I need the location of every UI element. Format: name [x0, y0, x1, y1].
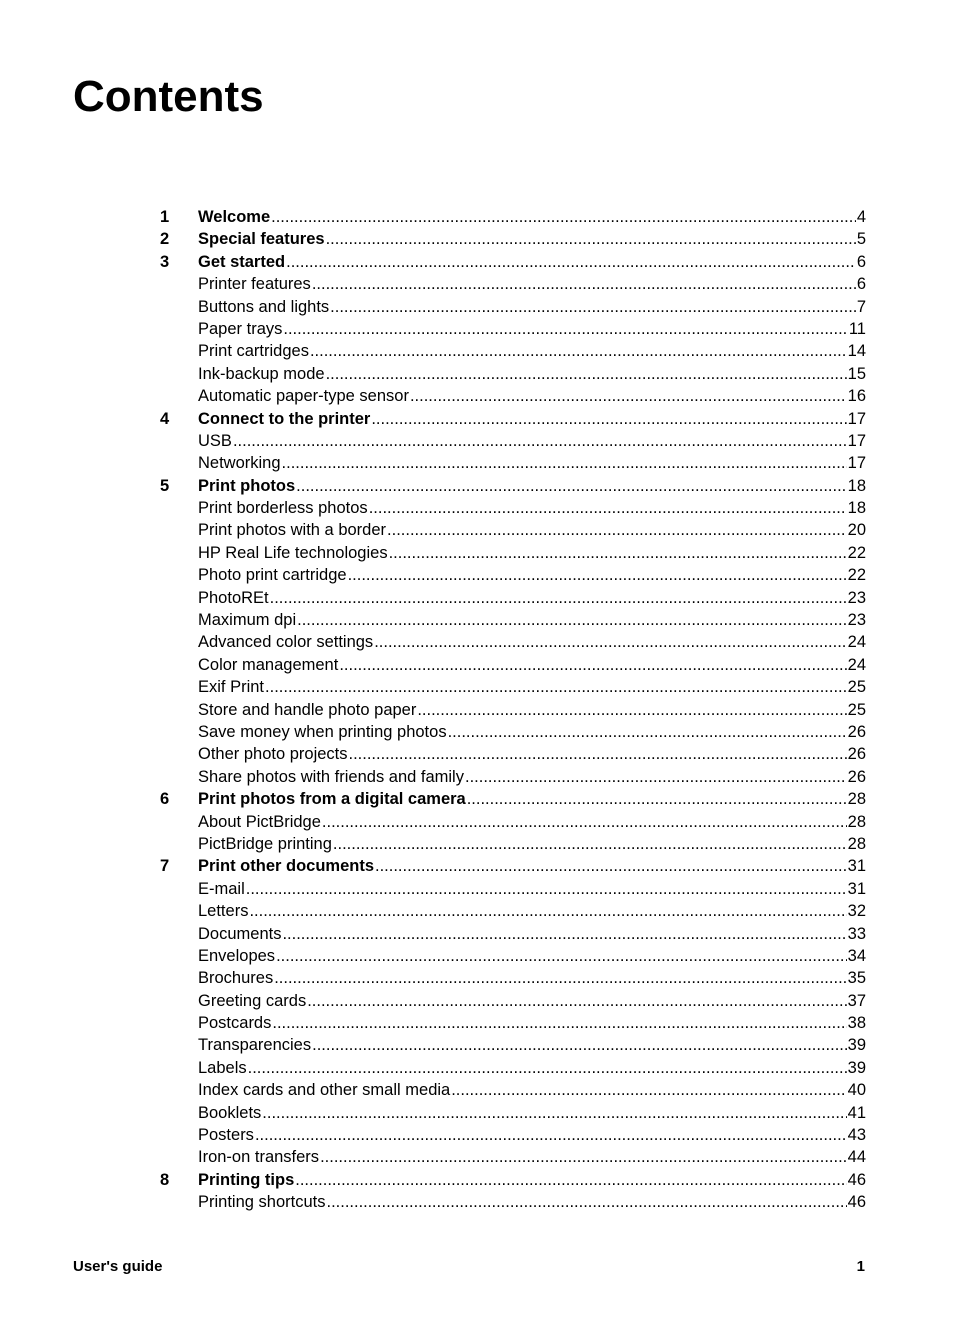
toc-page-number[interactable]: 16: [847, 387, 866, 406]
toc-entry-label[interactable]: Connect to the printer: [198, 409, 371, 428]
toc-section-row[interactable]: [160, 990, 866, 1012]
toc-page-number[interactable]: 18: [847, 499, 866, 518]
toc-page-number[interactable]: 22: [847, 543, 866, 562]
toc-dot-leader: [330, 296, 856, 318]
toc-dot-leader: [387, 519, 847, 541]
toc-page-number[interactable]: 17: [847, 409, 866, 428]
toc-entry-label[interactable]: Print photos: [198, 476, 296, 495]
toc-section-row[interactable]: [160, 363, 866, 385]
toc-dot-leader: [451, 1079, 846, 1101]
toc-chapter-row[interactable]: [160, 1169, 866, 1191]
toc-section-row[interactable]: [160, 1124, 866, 1146]
toc-entry-label[interactable]: E-mail: [198, 879, 245, 898]
toc-entry-label[interactable]: Share photos with friends and family: [198, 767, 464, 786]
toc-entry-label[interactable]: Advanced color settings: [198, 633, 374, 652]
toc-dot-leader: [326, 1191, 846, 1213]
toc-dot-leader: [295, 1169, 846, 1191]
toc-entry-label[interactable]: Documents: [198, 924, 282, 943]
toc-entry-label[interactable]: Print borderless photos: [198, 499, 368, 518]
toc-dot-leader: [286, 251, 856, 273]
toc-entry-label[interactable]: Special features: [198, 230, 325, 249]
toc-dot-leader: [248, 1057, 847, 1079]
toc-page-number[interactable]: 23: [847, 588, 866, 607]
toc-page-number[interactable]: 35: [847, 969, 866, 988]
toc-chapter-row[interactable]: [160, 228, 866, 250]
toc-page-number[interactable]: 11: [848, 319, 866, 338]
toc-dot-leader: [339, 654, 846, 676]
toc-page-number[interactable]: 20: [847, 521, 866, 540]
toc-dot-leader: [448, 721, 847, 743]
toc-dot-leader: [297, 609, 847, 631]
toc-entry-label[interactable]: HP Real Life technologies: [198, 543, 388, 562]
toc-entry-label[interactable]: Get started: [198, 252, 286, 271]
toc-chapter-number: 7: [160, 857, 170, 876]
toc-entry-label[interactable]: Exif Print: [198, 678, 265, 697]
toc-dot-leader: [369, 497, 847, 519]
toc-dot-leader: [282, 452, 847, 474]
toc-dot-leader: [274, 967, 846, 989]
toc-dot-leader: [246, 878, 847, 900]
toc-chapter-row[interactable]: [160, 855, 866, 877]
toc-dot-leader: [312, 273, 856, 295]
toc-dot-leader: [371, 408, 846, 430]
toc-section-row[interactable]: [160, 385, 866, 407]
toc-entry-label[interactable]: Labels: [198, 1058, 247, 1077]
toc-dot-leader: [465, 766, 847, 788]
toc-dot-leader: [349, 743, 847, 765]
toc-entry-label[interactable]: Printing tips: [198, 1170, 295, 1189]
toc-dot-leader: [322, 811, 847, 833]
toc-dot-leader: [374, 631, 846, 653]
toc-chapter-number: 8: [160, 1170, 170, 1189]
toc-page-number[interactable]: 39: [847, 1036, 866, 1055]
toc-page-number[interactable]: 31: [847, 879, 866, 898]
toc-page-number[interactable]: 37: [847, 991, 866, 1010]
toc-page-number[interactable]: 22: [847, 566, 866, 585]
toc-chapter-row[interactable]: [160, 206, 866, 228]
toc-page-number[interactable]: 5: [856, 230, 866, 249]
toc-page-number[interactable]: 39: [847, 1058, 866, 1077]
toc-dot-leader: [467, 788, 847, 810]
toc-entry-label[interactable]: Letters: [198, 902, 249, 921]
toc-entry-label[interactable]: Photo print cartridge: [198, 566, 347, 585]
toc-section-row[interactable]: [160, 811, 866, 833]
toc-entry-label[interactable]: Posters: [198, 1126, 254, 1145]
toc-section-row[interactable]: [160, 833, 866, 855]
toc-page-number[interactable]: 15: [847, 364, 866, 383]
toc-page-number[interactable]: 23: [847, 611, 866, 630]
toc-entry-label[interactable]: Print other documents: [198, 857, 375, 876]
toc-entry-label[interactable]: Print photos with a border: [198, 521, 387, 540]
toc-chapter-row[interactable]: [160, 788, 866, 810]
toc-dot-leader: [270, 587, 847, 609]
toc-section-row[interactable]: [160, 452, 866, 474]
toc-page-number[interactable]: 31: [847, 857, 866, 876]
toc-dot-leader: [333, 833, 847, 855]
toc-page-number[interactable]: 44: [847, 1148, 866, 1167]
toc-section-row[interactable]: [160, 743, 866, 765]
toc-dot-leader: [417, 699, 846, 721]
toc-dot-leader: [312, 1034, 847, 1056]
toc-dot-leader: [375, 855, 847, 877]
toc-section-row[interactable]: [160, 945, 866, 967]
toc-entry-label[interactable]: Ink-backup mode: [198, 364, 325, 383]
toc-page-number[interactable]: 25: [847, 678, 866, 697]
toc-entry-label[interactable]: Envelopes: [198, 946, 276, 965]
toc-section-row[interactable]: [160, 721, 866, 743]
toc-entry-label[interactable]: Other photo projects: [198, 745, 348, 764]
toc-section-row[interactable]: [160, 519, 866, 541]
toc-page-number[interactable]: 43: [847, 1126, 866, 1145]
toc-section-row[interactable]: [160, 631, 866, 653]
toc-entry-label[interactable]: Maximum dpi: [198, 611, 297, 630]
toc-page-number[interactable]: 6: [856, 252, 866, 271]
toc-section-row[interactable]: [160, 676, 866, 698]
toc-section-row[interactable]: [160, 497, 866, 519]
toc-section-row[interactable]: [160, 430, 866, 452]
toc-page-number[interactable]: 26: [847, 767, 866, 786]
toc-entry-label[interactable]: Print cartridges: [198, 342, 309, 361]
toc-dot-leader: [310, 340, 847, 362]
toc-page-number[interactable]: 25: [847, 700, 866, 719]
footer-page-number: 1: [856, 1258, 865, 1275]
toc-entry-label[interactable]: PhotoREt: [198, 588, 269, 607]
toc-section-row[interactable]: [160, 273, 866, 295]
page-title: Contents: [73, 72, 264, 121]
toc-entry-label[interactable]: Welcome: [198, 208, 271, 226]
toc-dot-leader: [326, 363, 847, 385]
toc-dot-leader: [348, 564, 847, 586]
toc-section-row[interactable]: [160, 587, 866, 609]
toc-dot-leader: [233, 430, 847, 452]
footer-guide-title: User's guide: [73, 1258, 163, 1275]
toc-entry-label[interactable]: Automatic paper-type sensor: [198, 387, 409, 406]
toc-page-number[interactable]: 40: [847, 1081, 866, 1100]
toc-chapter-number: 2: [160, 230, 170, 249]
toc-page-number[interactable]: 17: [847, 454, 866, 473]
toc-entry-label[interactable]: Greeting cards: [198, 991, 307, 1010]
toc-entry-label[interactable]: Transparencies: [198, 1036, 312, 1055]
toc-section-row[interactable]: [160, 900, 866, 922]
toc-entry-label[interactable]: Color management: [198, 655, 339, 674]
toc-entry-label[interactable]: Printer features: [198, 275, 311, 294]
toc-chapter-number: 1: [160, 208, 170, 226]
toc-page-number[interactable]: 38: [847, 1014, 866, 1033]
toc-section-row[interactable]: [160, 609, 866, 631]
toc-section-row[interactable]: [160, 1034, 866, 1056]
toc-entry-label[interactable]: USB: [198, 431, 232, 450]
toc-dot-leader: [326, 228, 856, 250]
toc-page-number[interactable]: 34: [847, 946, 866, 965]
toc-entry-label[interactable]: About PictBridge: [198, 812, 321, 831]
toc-page-number[interactable]: 14: [847, 342, 866, 361]
toc-entry-label[interactable]: Save money when printing photos: [198, 722, 447, 741]
toc-page-number[interactable]: 24: [847, 655, 866, 674]
toc-dot-leader: [262, 1102, 846, 1124]
toc-page-number[interactable]: 28: [847, 812, 866, 831]
toc-section-row[interactable]: [160, 564, 866, 586]
toc-section-row[interactable]: [160, 1146, 866, 1168]
toc-section-row[interactable]: [160, 318, 866, 340]
toc-page-number[interactable]: 7: [856, 297, 866, 316]
table-of-contents: [160, 206, 866, 1214]
toc-chapter-number: 5: [160, 476, 170, 495]
toc-dot-leader: [271, 206, 856, 228]
toc-chapter-number: 6: [160, 790, 170, 809]
toc-entry-label[interactable]: Buttons and lights: [198, 297, 330, 316]
toc-page-number[interactable]: 26: [847, 745, 866, 764]
toc-page-number[interactable]: 28: [847, 834, 866, 853]
toc-section-row[interactable]: [160, 923, 866, 945]
toc-section-row[interactable]: [160, 878, 866, 900]
toc-page-number[interactable]: 6: [856, 275, 866, 294]
toc-page-number[interactable]: 24: [847, 633, 866, 652]
toc-section-row[interactable]: [160, 296, 866, 318]
toc-entry-label[interactable]: Postcards: [198, 1014, 272, 1033]
toc-dot-leader: [276, 945, 847, 967]
toc-entry-label[interactable]: Networking: [198, 454, 281, 473]
toc-chapter-number: 3: [160, 252, 170, 271]
toc-section-row[interactable]: [160, 340, 866, 362]
toc-dot-leader: [255, 1124, 847, 1146]
toc-chapter-number: 4: [160, 409, 170, 428]
toc-section-row[interactable]: [160, 1191, 866, 1213]
toc-entry-label[interactable]: Store and handle photo paper: [198, 700, 417, 719]
toc-section-row[interactable]: [160, 542, 866, 564]
toc-section-row[interactable]: [160, 1012, 866, 1034]
toc-entry-label[interactable]: Booklets: [198, 1103, 262, 1122]
toc-entry-label[interactable]: Print photos from a digital camera: [198, 790, 466, 809]
toc-dot-leader: [410, 385, 847, 407]
toc-section-row[interactable]: [160, 1057, 866, 1079]
toc-page-number[interactable]: 26: [847, 722, 866, 741]
toc-page-number[interactable]: 28: [847, 790, 866, 809]
toc-section-row[interactable]: [160, 1079, 866, 1101]
toc-chapter-row[interactable]: [160, 251, 866, 273]
toc-entry-label[interactable]: Printing shortcuts: [198, 1193, 326, 1212]
toc-dot-leader: [249, 900, 846, 922]
toc-section-row[interactable]: [160, 967, 866, 989]
toc-page-number[interactable]: 33: [847, 924, 866, 943]
toc-chapter-row[interactable]: [160, 408, 866, 430]
toc-page-number[interactable]: 32: [847, 902, 866, 921]
toc-section-row[interactable]: [160, 699, 866, 721]
toc-dot-leader: [296, 475, 846, 497]
toc-entry-label[interactable]: Brochures: [198, 969, 274, 988]
toc-chapter-row[interactable]: [160, 475, 866, 497]
toc-dot-leader: [265, 676, 847, 698]
toc-page-number[interactable]: 17: [847, 431, 866, 450]
toc-entry-label[interactable]: Iron-on transfers: [198, 1148, 320, 1167]
toc-dot-leader: [283, 318, 847, 340]
toc-page-number[interactable]: 46: [847, 1193, 866, 1212]
toc-entry-label[interactable]: PictBridge printing: [198, 834, 332, 853]
toc-dot-leader: [307, 990, 846, 1012]
toc-page-number[interactable]: 41: [847, 1103, 866, 1122]
toc-page-number[interactable]: 18: [847, 476, 866, 495]
toc-entry-label[interactable]: Index cards and other small media: [198, 1081, 451, 1100]
toc-dot-leader: [272, 1012, 846, 1034]
toc-section-row[interactable]: [160, 654, 866, 676]
toc-dot-leader: [389, 542, 847, 564]
toc-page-number[interactable]: 4: [856, 208, 866, 226]
toc-dot-leader: [282, 923, 846, 945]
toc-section-row[interactable]: [160, 766, 866, 788]
toc-entry-label[interactable]: Paper trays: [198, 319, 283, 338]
toc-section-row[interactable]: [160, 1102, 866, 1124]
toc-page-number[interactable]: 46: [847, 1170, 866, 1189]
toc-dot-leader: [320, 1146, 847, 1168]
